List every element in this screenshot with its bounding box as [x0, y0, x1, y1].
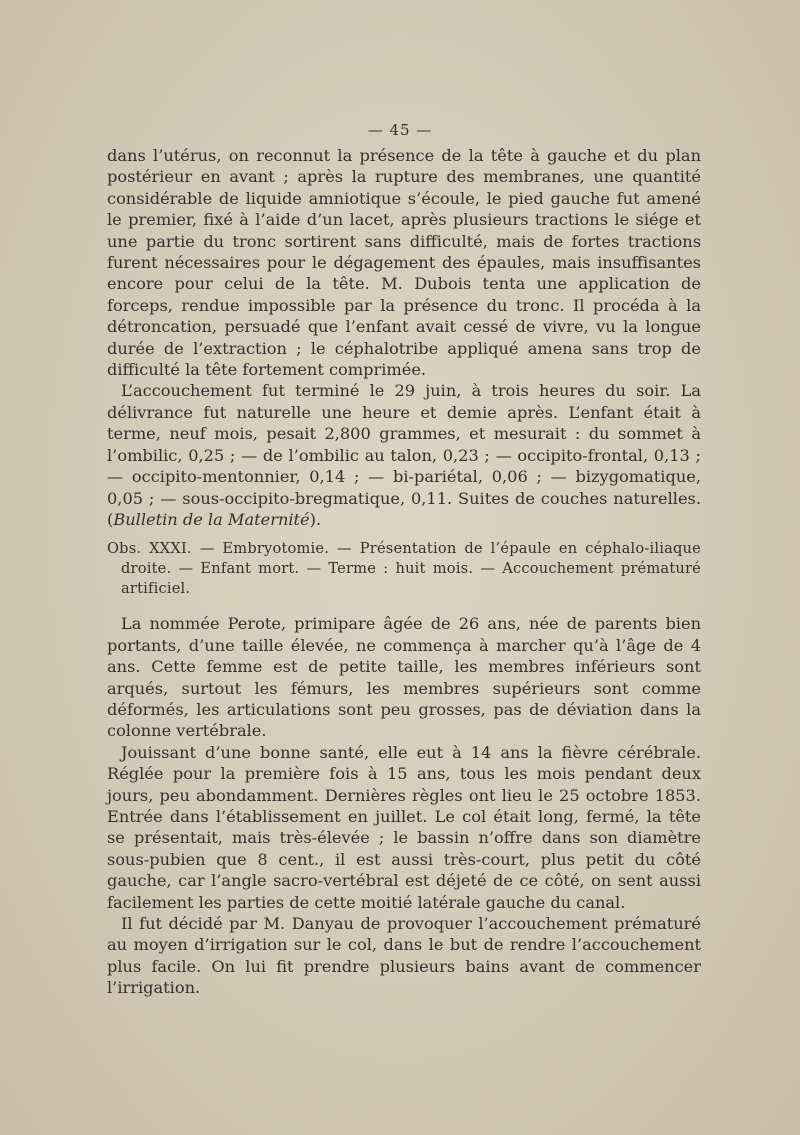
paragraph-continued: dans l’utérus, on reconnut la présence de la tête à gauche et du plan postérieur en avant ; après la rupture des membranes, une quantité considérable de liquide amniotique s’écoule, le pied gauche fut amené le premier, fixé à l’aide d’un lacet, après plusieurs tractions le siége et une partie du tronc sortirent sans difficulté, mais de fortes tractions furent nécessaires pour le dégagement des épaules, mais insuffisantes encore pour celui de la tête. M. Dubois tenta une application de forceps, rendue impossible par la présence du tronc. Il procéda à la détroncation, persuadé que l’enfant avait cessé de vivre, vu la longue durée de l’extraction ; le céphalotribe appliqué amena sans trop de difficulté la tête fortement comprimée. — [107, 146, 701, 380]
paragraph-delivery — [107, 380, 701, 530]
source-reference-close: ). — [309, 509, 322, 529]
paragraph-decision: Il fut décidé par M. Danyau de provoquer l’accouchement prématuré au moyen d’irrigation sur le col, dans le but de rendre l’accouchement plus facile. On lui fit prendre plusieurs bains avant de commencer l’irrigation. — [107, 914, 701, 998]
source-reference: Bulletin de la Maternité — [113, 509, 310, 529]
observation-heading: Obs. XXXI. — Embryotomie. — Présentation de l’épaule en céphalo-iliaque droite. — Enfant mort. — Terme : huit mois. — Accouchement prématuré artificiel. — [107, 540, 701, 598]
paragraph-patient: La nommée Perote, primipare âgée de 26 ans, née de parents bien portants, d’une taille élevée, ne commença à marcher qu’à l’âge de 4 ans. Cette femme est de petite taille, les membres inférieurs sont arqués, surtout les fémurs, les membres supérieurs sont comme déformés, les articulations sont peu grosses, pas de déviation dans la colonne vertébrale. — [107, 614, 701, 741]
paragraph-history: Jouissant d’une bonne santé, elle eut à 14 ans la fièvre cérébrale. Réglée pour la première fois à 15 ans, tous les mois pendant deux jours, peu abondamment. Dernières règles ont lieu le 25 octobre 1853. Entrée dans l’établissement en juillet. Le col était long, fermé, la tête se présentait, mais très-élevée ; le bassin n’offre dans son diamètre sous-pubien que 8 cent., il est aussi très-court, plus petit du côté gauche, car l’angle sacro-vertébral est déjeté de ce côté, on sent aussi facilement les parties de cette moitié latérale gauche du canal. — [107, 742, 701, 912]
page-body — [107, 145, 701, 999]
page-number: — 45 — — [367, 121, 433, 139]
paragraph-delivery-text: L’accouchement fut terminé le 29 juin, à trois heures du soir. La délivrance fut naturelle une heure et demie après. L’enfant était à terme, neuf mois, pesait 2,800 grammes, et mesurait : du sommet à l’ombilic, 0,25 ; — de l’ombilic au talon, 0,23 ; — occipito-frontal, 0,13 ; — occipito-mentonnier, 0,14 ; — bi-pariétal, 0,06 ; — bizygomatique, 0,05 ; — sous-occipito-bregmatique, 0,11. Suites de couches naturelles. ( — [107, 381, 701, 529]
